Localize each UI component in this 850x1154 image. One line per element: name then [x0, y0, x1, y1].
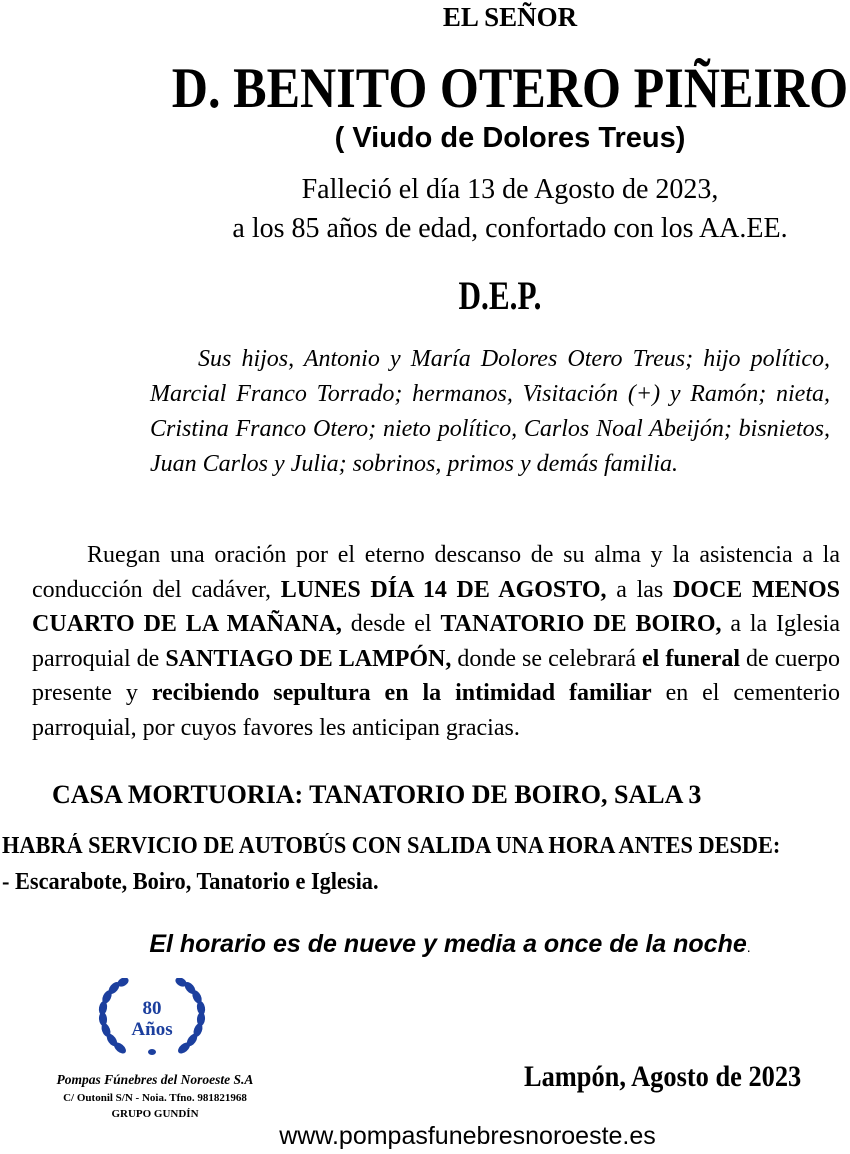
request-time: DOCE MENOS CUARTO DE LA MAÑANA, [32, 576, 841, 637]
widow-of: ( Viudo de Dolores Treus) [334, 122, 686, 154]
schedule-dot: . [746, 939, 751, 955]
company-group: GRUPO GUNDÍN [111, 1108, 199, 1120]
dep-heading: D.E.P. [458, 273, 542, 318]
request-origin: TANATORIO DE BOIRO, [440, 611, 722, 637]
laurel-logo-icon [92, 978, 212, 1056]
request-text: a la Iglesia parroquial de [32, 611, 840, 672]
schedule-text: El horario es de nueve y media a once de la noche [149, 930, 747, 958]
request-burial: recibiendo sepultura en la intimidad familiar [151, 680, 652, 706]
request-date: LUNES DÍA 14 DE AGOSTO, [280, 576, 607, 603]
request-text: en el cementerio parroquial, por cuyos favores les anticipan gracias. [32, 680, 840, 741]
request-text: a las [606, 576, 673, 603]
bus-service-line: HABRÁ SERVICIO DE AUTOBÚS CON SALIDA UNA HORA ANTES DESDE: [2, 833, 781, 859]
schedule-line [0, 930, 850, 959]
place-date: Lampón, Agosto de 2023 [524, 1060, 802, 1093]
request-paragraph [32, 538, 840, 745]
company-name: Pompas Fúnebres del Noroeste S.A [56, 1072, 254, 1087]
request-funeral: el funeral [642, 645, 741, 672]
company-address: C/ Outonil S/N - Noia. Tfno. 981821968 [63, 1092, 247, 1104]
request-text: desde el [341, 611, 441, 637]
death-date-line: Falleció el día 13 de Agosto de 2023, [301, 174, 719, 205]
request-text: Ruegan una oración por el eterno descanso de su alma y la asistencia a la conducción del cadáver, [32, 542, 840, 603]
deceased-name: D. BENITO OTERO PIÑEIRO [171, 57, 849, 120]
death-age-line: a los 85 años de edad, confortado con los AA.EE. [232, 213, 788, 244]
bus-stops-line: - Escarabote, Boiro, Tanatorio e Iglesia. [2, 869, 379, 895]
logo-number: 80 [142, 998, 162, 1019]
website-link[interactable]: www.pompasfunebresnoroeste.es [279, 1122, 656, 1150]
family-paragraph: Sus hijos, Antonio y María Dolores Otero Treus; hijo político, Marcial Franco Torrado; hermanos, Visitación (+) y Ramón; nieta, Cristina Franco Otero; nieto político, Carlos Noal Abeijón; bisnietos, Juan Carlos y Julia; sobrinos, primos y demás familia. [150, 346, 830, 477]
request-church: SANTIAGO DE LAMPÓN, [165, 645, 452, 672]
logo-word: Años [131, 1019, 173, 1040]
salutation: EL SEÑOR [442, 2, 578, 32]
request-text: donde se celebrará [451, 645, 643, 672]
casa-mortuoria: CASA MORTUORIA: TANATORIO DE BOIRO, SALA 3 [52, 780, 702, 809]
request-text: de cuerpo presente y [32, 645, 840, 706]
